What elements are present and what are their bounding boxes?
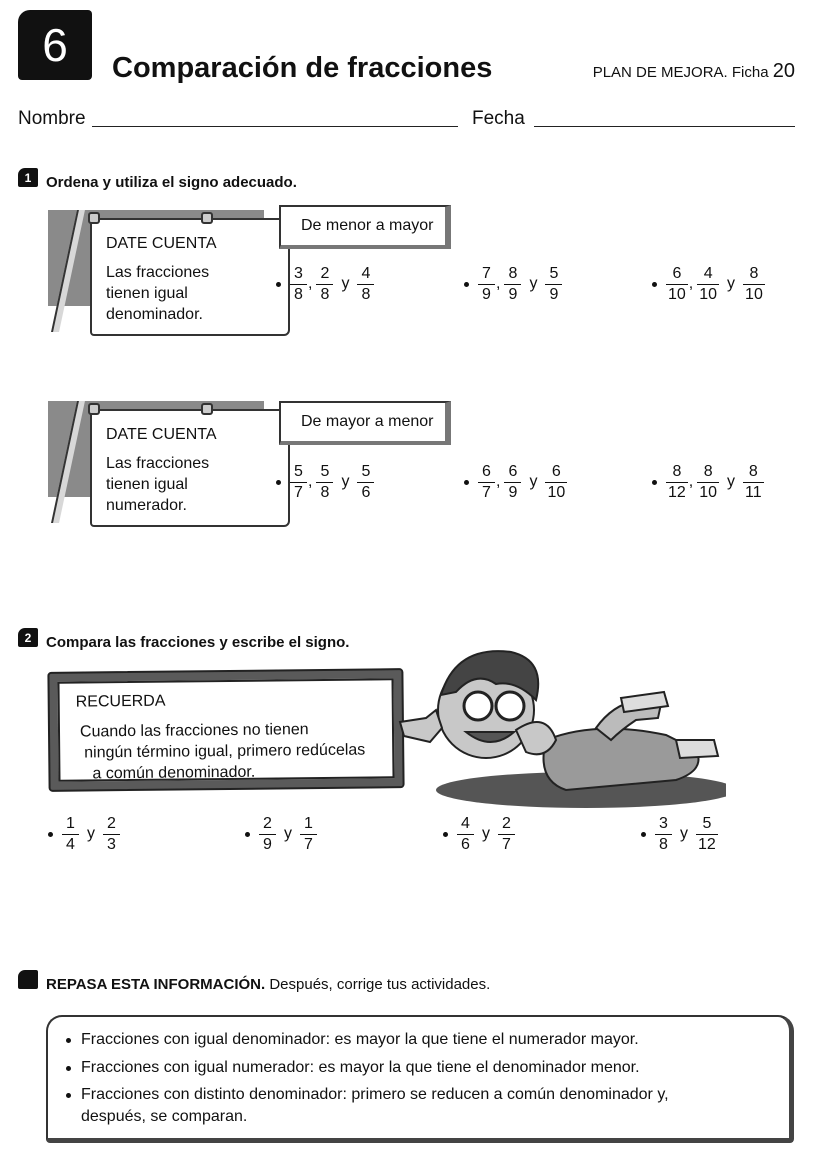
info-text: Fracciones con igual denominador: es mayor la que tiene el numerador mayor.	[81, 1031, 639, 1048]
bullet-icon	[652, 282, 657, 287]
bullet-icon	[66, 1038, 71, 1043]
calendar-line: Las fracciones	[106, 264, 210, 281]
name-field[interactable]	[92, 126, 458, 127]
bullet-icon	[464, 480, 469, 485]
compare-item-1: $\frac{1}{4}$ y $\frac{2}{3}$	[48, 812, 120, 856]
recuerda-text	[80, 719, 366, 785]
unit-number-badge	[18, 10, 92, 80]
section-3-title-rest: Después, corrige tus actividades.	[265, 976, 491, 993]
calendar-text	[106, 262, 209, 325]
name-label: Nombre	[18, 108, 86, 129]
fraction: $\frac{6}{7}$	[478, 463, 495, 502]
fraction: $\frac{5}{6}$	[357, 463, 374, 502]
fraction: $\frac{5}{12}$	[698, 814, 716, 853]
ficha-number: 20	[772, 60, 795, 82]
glasses-icon	[496, 692, 524, 720]
info-text: Fracciones con igual numerador: es mayor la que tiene el denominador menor.	[81, 1059, 640, 1076]
info-item	[66, 1084, 686, 1128]
fraction: $\frac{2}{7}$	[498, 815, 515, 854]
ring-icon	[201, 212, 213, 224]
date-cuenta-card-1	[46, 208, 291, 338]
fraction: $\frac{1}{4}$	[62, 815, 79, 854]
section-3-badge	[18, 970, 38, 989]
ring-icon	[201, 403, 213, 415]
section-3-title	[46, 976, 490, 993]
bullet-icon	[652, 480, 657, 485]
bullet-icon	[464, 282, 469, 287]
name-date-row	[18, 108, 795, 130]
shoe-icon	[676, 740, 718, 758]
fraction: $\frac{4}{8}$	[357, 265, 374, 304]
info-box	[46, 1015, 794, 1143]
section-3-title-bold: REPASA ESTA INFORMACIÓN.	[46, 976, 266, 993]
bullet-icon	[66, 1093, 71, 1098]
exercise-1f: $\frac{8}{12}$ , $\frac{8}{10}$ y $\frac{8}{11}$	[652, 460, 764, 504]
recuerda-line: Cuando las fracciones no tienen	[79, 721, 309, 741]
unit-number: 6	[42, 19, 68, 71]
fraction: $\frac{6}{10}$	[547, 462, 566, 501]
fraction: $\frac{8}{11}$	[745, 462, 762, 501]
order-tag-1: De menor a mayor	[279, 205, 451, 249]
calendar-line: denominador.	[106, 306, 203, 323]
section-1-title: Ordena y utiliza el signo adecuado.	[46, 174, 297, 191]
calendar-text	[106, 453, 209, 516]
date-cuenta-card-2	[46, 399, 291, 529]
fraction: $\frac{2}{9}$	[259, 815, 276, 854]
calendar-title: DATE CUENTA	[106, 426, 217, 443]
fraction: $\frac{7}{9}$	[478, 265, 495, 304]
exercise-1e: $\frac{6}{7}$ , $\frac{6}{9}$ y $\frac{6}{10}$	[464, 460, 567, 504]
compare-item-3: $\frac{4}{6}$ y $\frac{2}{7}$	[443, 812, 515, 856]
bullet-icon	[48, 832, 53, 837]
date-label: Fecha	[472, 108, 525, 129]
date-field[interactable]	[534, 126, 795, 127]
fraction: $\frac{4}{10}$	[699, 264, 718, 303]
recuerda-line: ningún término igual, primero redúcelas	[84, 741, 366, 762]
section-2-title: Compara las fracciones y escribe el signo.	[46, 634, 350, 651]
exercise-1c: $\frac{6}{10}$ , $\frac{4}{10}$ y $\frac{8}{10}$	[652, 262, 765, 306]
page-title: Comparación de fracciones	[112, 52, 493, 84]
bullet-icon	[641, 832, 646, 837]
fraction: $\frac{8}{10}$	[745, 264, 763, 303]
info-item	[66, 1029, 639, 1051]
pointing-hand-icon	[400, 710, 442, 742]
exercise-1b: $\frac{7}{9}$ , $\frac{8}{9}$ y $\frac{5}{9}$	[464, 262, 562, 306]
bullet-icon	[443, 832, 448, 837]
fraction: $\frac{5}{8}$	[316, 463, 333, 502]
calendar-line: numerador.	[106, 497, 187, 514]
fraction: $\frac{8}{12}$	[668, 462, 686, 501]
fraction: $\frac{2}{3}$	[103, 815, 120, 854]
ring-icon	[88, 403, 100, 415]
fraction: $\frac{4}{6}$	[457, 815, 474, 854]
glasses-icon	[464, 692, 492, 720]
recuerda-title: RECUERDA	[75, 692, 166, 711]
bullet-icon	[276, 282, 281, 287]
calendar-line: tienen igual	[106, 285, 188, 302]
section-2-badge: 2	[18, 628, 38, 647]
compare-item-4: $\frac{3}{8}$ y $\frac{5}{12}$	[641, 812, 718, 856]
fraction: $\frac{8}{10}$	[699, 462, 718, 501]
boy-lying-illustration	[396, 640, 726, 810]
fraction: $\frac{5}{7}$	[290, 463, 307, 502]
bullet-icon	[276, 480, 281, 485]
info-text: Fracciones con distinto denominador: primero se reducen a común denominador y, después, se comparan.	[81, 1086, 669, 1125]
fraction: $\frac{3}{8}$	[655, 815, 672, 854]
fraction: $\frac{6}{10}$	[668, 264, 686, 303]
plan-text: PLAN DE MEJORA. Ficha	[592, 64, 769, 81]
body-shape	[544, 729, 699, 790]
bullet-icon	[245, 832, 250, 837]
exercise-1d: $\frac{5}{7}$ , $\frac{5}{8}$ y $\frac{5}{6}$	[276, 460, 374, 504]
calendar-title: DATE CUENTA	[106, 235, 217, 252]
fraction: $\frac{1}{7}$	[300, 815, 317, 854]
fraction: $\frac{2}{8}$	[316, 265, 333, 304]
recuerda-board	[47, 668, 404, 792]
exercise-1a: $\frac{3}{8}$ , $\frac{2}{8}$ y $\frac{4}{8}$	[276, 262, 374, 306]
recuerda-panel	[57, 678, 394, 782]
order-tag-2: De mayor a menor	[279, 401, 451, 445]
hand-shape	[516, 722, 556, 754]
fraction: $\frac{3}{8}$	[290, 265, 307, 304]
section-1-badge: 1	[18, 168, 38, 187]
fraction: $\frac{6}{9}$	[504, 463, 521, 502]
recuerda-line: a común denominador.	[92, 763, 256, 783]
compare-item-2: $\frac{2}{9}$ y $\frac{1}{7}$	[245, 812, 317, 856]
ring-icon	[88, 212, 100, 224]
calendar-line: tienen igual	[106, 476, 188, 493]
info-item	[66, 1057, 640, 1079]
plan-label	[593, 60, 795, 83]
fraction: $\frac{5}{9}$	[545, 265, 562, 304]
calendar-line: Las fracciones	[106, 455, 210, 472]
fraction: $\frac{8}{9}$	[504, 265, 521, 304]
bullet-icon	[66, 1066, 71, 1071]
